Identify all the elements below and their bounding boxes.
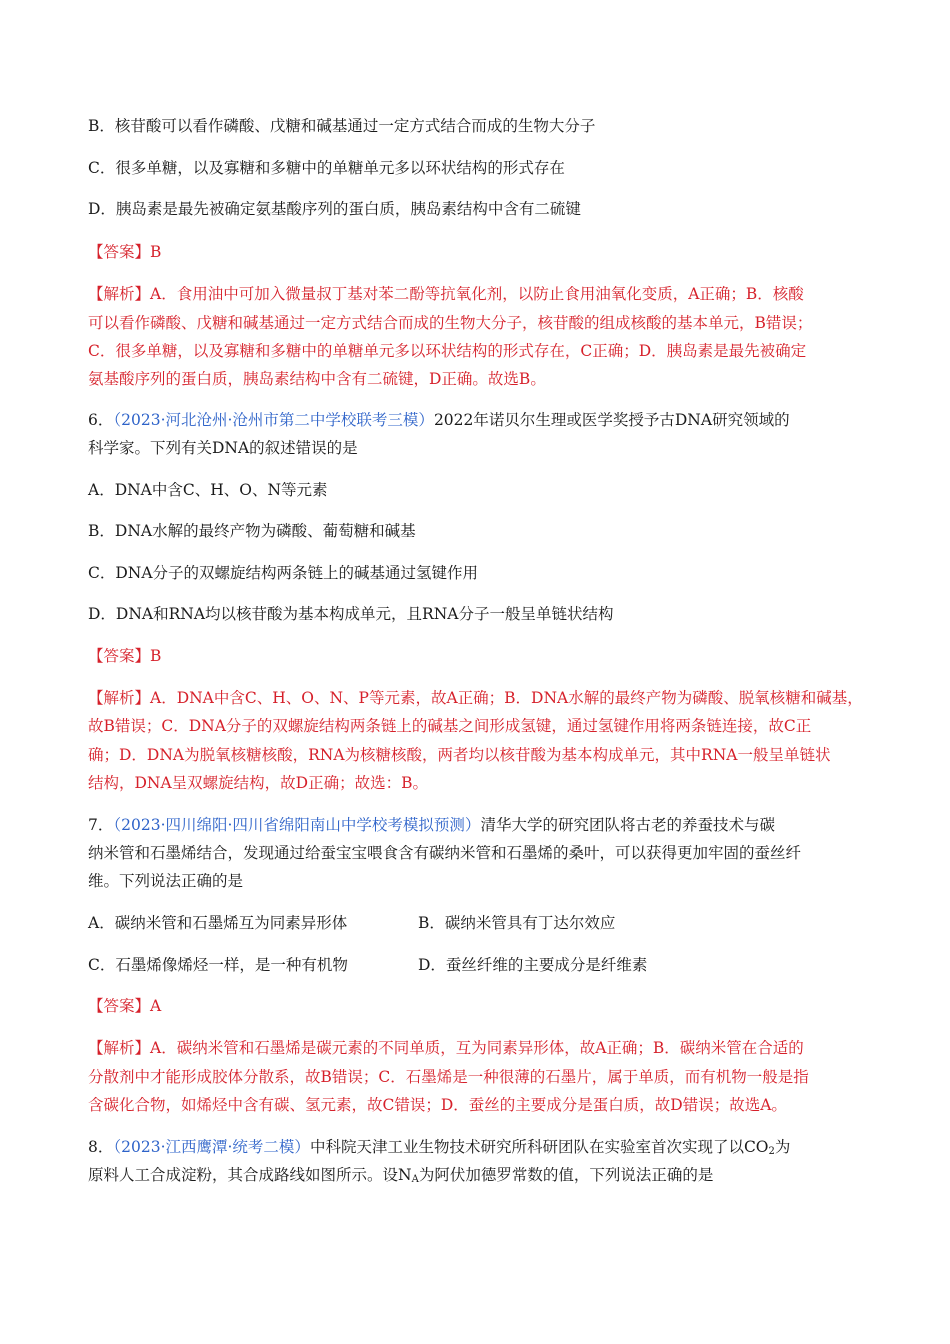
q5-analysis-line: 氨基酸序列的蛋白质，胰岛素结构中含有二硫键，D正确。故选B。 xyxy=(88,370,546,388)
q8-subscript: A xyxy=(411,1174,419,1185)
q6-source: （2023·河北沧州·沧州市第二中学校联考三模） xyxy=(113,411,434,429)
q8-stem-text: 为阿伏加德罗常数的值，下列说法正确的是 xyxy=(418,1166,714,1184)
q6-option-a: A．DNA中含C、H、O、N等元素 xyxy=(88,481,328,499)
q8-stem-line xyxy=(88,1137,790,1162)
q7-stem-line-2: 纳米管和石墨烯结合，发现通过给蚕宝宝喂食含有碳纳米管和石墨烯的桑叶，可以获得更加牢固的蚕丝纤 xyxy=(88,844,802,862)
q7-source: （2023·四川绵阳·四川省绵阳南山中学校考模拟预测） xyxy=(113,816,481,834)
q5-analysis-line: 可以看作磷酸、戊糖和碱基通过一定方式结合而成的生物大分子，核苷酸的组成核酸的基本单元，B错误； xyxy=(88,314,813,332)
q7-option-c: C．石墨烯像烯烃一样，是一种有机物 xyxy=(88,956,348,974)
q7-option-d: D．蚕丝纤维的主要成分是纤维素 xyxy=(418,956,648,974)
q6-option-b: B．DNA水解的最终产物为磷酸、葡萄糖和碱基 xyxy=(88,522,416,540)
q7-number: 7． xyxy=(88,816,114,834)
q8-stem-text: 为 xyxy=(774,1138,791,1156)
q6-option-c: C．DNA分子的双螺旋结构两条链上的碱基通过氢键作用 xyxy=(88,564,479,582)
q6-option-d: D．DNA和RNA均以核苷酸为基本构成单元，且RNA分子一般呈单链状结构 xyxy=(88,605,614,623)
q6-stem-text: 2022年诺贝尔生理或医学奖授予古DNA研究领域的 xyxy=(433,411,790,429)
q6-answer: 【答案】B xyxy=(88,647,162,665)
q5-analysis-line: 【解析】A．食用油中可加入微量叔丁基对苯二酚等抗氧化剂，以防止食用油氧化变质，A正确；B．核酸 xyxy=(88,285,804,303)
q6-analysis-line: 结构，DNA呈双螺旋结构，故D正确；故选：B。 xyxy=(88,774,429,792)
q8-stem-line-2 xyxy=(88,1165,713,1190)
q7-analysis-line: 【解析】A．碳纳米管和石墨烯是碳元素的不同单质，互为同素异形体，故A正确；B．碳纳米管在合适的 xyxy=(88,1039,804,1057)
q7-stem-line-3: 维。下列说法正确的是 xyxy=(88,872,244,890)
q8-stem-text: 原料人工合成淀粉，其合成路线如图所示。设N xyxy=(88,1166,412,1184)
q6-analysis-line: 故B错误；C．DNA分子的双螺旋结构两条链上的碱基之间形成氢键，通过氢键作用将两条链连接，故C正 xyxy=(88,717,812,735)
q5-answer: 【答案】B xyxy=(88,243,162,261)
q6-number: 6． xyxy=(88,411,114,429)
q8-source: （2023·江西鹰潭·统考二模） xyxy=(113,1138,310,1156)
q7-answer: 【答案】A xyxy=(88,997,162,1015)
q8-stem-text: 中科院天津工业生物技术研究所科研团队在实验室首次实现了以CO xyxy=(309,1138,769,1156)
q7-option-a: A．碳纳米管和石墨烯互为同素异形体 xyxy=(88,914,348,932)
q7-option-b: B．碳纳米管具有丁达尔效应 xyxy=(418,914,616,932)
q5-option-d: D．胰岛素是最先被确定氨基酸序列的蛋白质，胰岛素结构中含有二硫键 xyxy=(88,200,581,218)
q5-option-c: C．很多单糖，以及寡糖和多糖中的单糖单元多以环状结构的形式存在 xyxy=(88,159,565,177)
q6-stem-line xyxy=(88,410,790,430)
q7-stem-line xyxy=(88,815,775,835)
q6-stem-line-2: 科学家。下列有关DNA的叙述错误的是 xyxy=(88,439,358,457)
q7-analysis-line: 含碳化合物，如烯烃中含有碳、氢元素，故C错误；D．蚕丝的主要成分是蛋白质，故D错误；故选A。 xyxy=(88,1096,787,1114)
q5-analysis-line: C．很多单糖，以及寡糖和多糖中的单糖单元多以环状结构的形式存在，C正确；D．胰岛素是最先被确定 xyxy=(88,342,807,360)
q5-option-b: B．核苷酸可以看作磷酸、戊糖和碱基通过一定方式结合而成的生物大分子 xyxy=(88,117,596,135)
q6-analysis-line: 确；D．DNA为脱氧核糖核酸，RNA为核糖核酸，两者均以核苷酸为基本构成单元，其中RNA一般呈单链状 xyxy=(88,746,831,764)
q7-analysis-line: 分散剂中才能形成胶体分散系，故B错误；C．石墨烯是一种很薄的石墨片，属于单质，而有机物一般是指 xyxy=(88,1068,809,1086)
q8-number: 8． xyxy=(88,1138,114,1156)
q7-stem-text: 清华大学的研究团队将古老的养蚕技术与碳 xyxy=(480,816,775,834)
q8-subscript: 2 xyxy=(768,1146,775,1157)
q6-analysis-line: 【解析】A．DNA中含C、H、O、N、P等元素，故A正确；B．DNA水解的最终产物为磷酸、脱氧核糖和碱基， xyxy=(88,689,863,707)
